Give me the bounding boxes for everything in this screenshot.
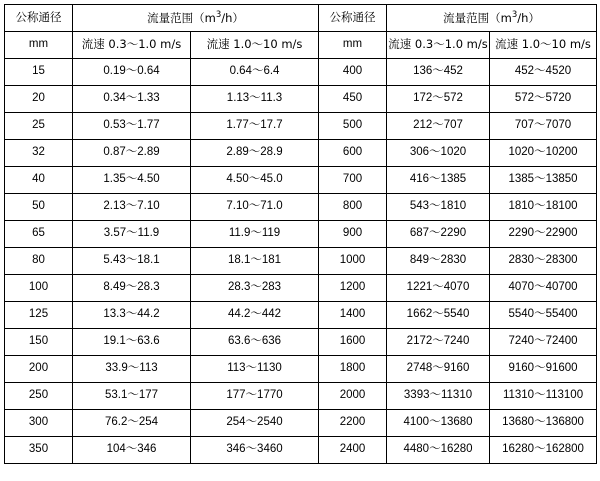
cell-flow-low-left: 13.3～44.2 <box>73 302 191 329</box>
cell-nominal-diameter-left: 350 <box>5 437 73 464</box>
cell-flow-low-left: 1.35～4.50 <box>73 167 191 194</box>
cell-nominal-diameter-left: 200 <box>5 356 73 383</box>
header-speed-high-right: 流速 1.0～10 m/s <box>490 32 597 59</box>
cell-flow-low-right: 306～1020 <box>387 140 490 167</box>
cell-flow-low-left: 76.2～254 <box>73 410 191 437</box>
header-left-flow-range-text: 流量范围（m <box>147 10 216 25</box>
cell-flow-high-left: 18.1～181 <box>191 248 319 275</box>
cell-flow-high-right: 13680～136800 <box>490 410 597 437</box>
cell-flow-high-left: 1.77～17.7 <box>191 113 319 140</box>
header-right-flow-range-text: 流量范围（m <box>443 10 512 25</box>
cell-flow-high-right: 5540～55400 <box>490 302 597 329</box>
cell-flow-low-right: 4480～16280 <box>387 437 490 464</box>
header-speed-high-left: 流速 1.0～10 m/s <box>191 32 319 59</box>
cell-nominal-diameter-left: 40 <box>5 167 73 194</box>
cell-flow-low-right: 687～2290 <box>387 221 490 248</box>
header-right-flow-range-exponent: 3 <box>511 9 518 20</box>
cell-flow-high-left: 44.2～442 <box>191 302 319 329</box>
cell-flow-low-right: 4100～13680 <box>387 410 490 437</box>
cell-flow-high-right: 16280～162800 <box>490 437 597 464</box>
table-row <box>5 86 597 113</box>
cell-flow-high-left: 11.9～119 <box>191 221 319 248</box>
cell-flow-high-left: 113～1130 <box>191 356 319 383</box>
cell-nominal-diameter-right: 500 <box>319 113 387 140</box>
cell-flow-low-left: 2.13～7.10 <box>73 194 191 221</box>
cell-flow-high-left: 1.13～11.3 <box>191 86 319 113</box>
flow-range-table <box>4 4 597 464</box>
cell-nominal-diameter-right: 800 <box>319 194 387 221</box>
header-right-flow-range-tail: /h） <box>517 10 540 25</box>
table-row <box>5 302 597 329</box>
cell-flow-high-left: 7.10～71.0 <box>191 194 319 221</box>
cell-flow-high-left: 346～3460 <box>191 437 319 464</box>
cell-flow-low-left: 33.9～113 <box>73 356 191 383</box>
cell-nominal-diameter-right: 1200 <box>319 275 387 302</box>
cell-flow-high-right: 7240～72400 <box>490 329 597 356</box>
cell-flow-low-right: 849～2830 <box>387 248 490 275</box>
cell-nominal-diameter-left: 65 <box>5 221 73 248</box>
header-right-flow-range <box>387 5 597 32</box>
cell-nominal-diameter-left: 15 <box>5 59 73 86</box>
cell-nominal-diameter-right: 450 <box>319 86 387 113</box>
cell-flow-high-right: 707～7070 <box>490 113 597 140</box>
cell-nominal-diameter-right: 1600 <box>319 329 387 356</box>
cell-flow-high-left: 28.3～283 <box>191 275 319 302</box>
cell-flow-high-left: 254～2540 <box>191 410 319 437</box>
cell-flow-high-right: 2290～22900 <box>490 221 597 248</box>
table-row <box>5 221 597 248</box>
cell-flow-high-right: 1020～10200 <box>490 140 597 167</box>
cell-flow-low-right: 212～707 <box>387 113 490 140</box>
cell-flow-high-left: 0.64～6.4 <box>191 59 319 86</box>
cell-flow-low-right: 1221～4070 <box>387 275 490 302</box>
cell-nominal-diameter-left: 80 <box>5 248 73 275</box>
cell-flow-high-right: 4070～40700 <box>490 275 597 302</box>
cell-flow-low-left: 8.49～28.3 <box>73 275 191 302</box>
cell-flow-low-left: 3.57～11.9 <box>73 221 191 248</box>
header-left-flow-range-tail: /h） <box>221 10 244 25</box>
cell-flow-high-left: 2.89～28.9 <box>191 140 319 167</box>
header-unit-right: mm <box>319 32 387 59</box>
cell-flow-low-right: 543～1810 <box>387 194 490 221</box>
cell-nominal-diameter-left: 300 <box>5 410 73 437</box>
cell-flow-low-left: 19.1～63.6 <box>73 329 191 356</box>
table-row <box>5 356 597 383</box>
table-row <box>5 437 597 464</box>
table-header-main-row <box>5 5 597 32</box>
table-row <box>5 248 597 275</box>
cell-flow-high-left: 63.6～636 <box>191 329 319 356</box>
cell-flow-low-left: 5.43～18.1 <box>73 248 191 275</box>
cell-flow-high-left: 4.50～45.0 <box>191 167 319 194</box>
table-row <box>5 329 597 356</box>
header-left-flow-range-exponent: 3 <box>215 9 222 20</box>
cell-flow-low-left: 0.53～1.77 <box>73 113 191 140</box>
cell-nominal-diameter-right: 2400 <box>319 437 387 464</box>
cell-nominal-diameter-right: 700 <box>319 167 387 194</box>
cell-flow-low-left: 0.34～1.33 <box>73 86 191 113</box>
header-speed-low-right: 流速 0.3～1.0 m/s <box>387 32 490 59</box>
table-row <box>5 59 597 86</box>
header-right-nominal-diameter: 公称通径 <box>319 5 387 32</box>
cell-flow-low-right: 2172～7240 <box>387 329 490 356</box>
table-row <box>5 167 597 194</box>
cell-nominal-diameter-right: 1000 <box>319 248 387 275</box>
cell-flow-low-right: 136～452 <box>387 59 490 86</box>
cell-flow-high-right: 1810～18100 <box>490 194 597 221</box>
cell-flow-high-right: 572～5720 <box>490 86 597 113</box>
cell-nominal-diameter-right: 400 <box>319 59 387 86</box>
cell-flow-low-right: 3393～11310 <box>387 383 490 410</box>
cell-nominal-diameter-right: 1400 <box>319 302 387 329</box>
header-speed-low-left: 流速 0.3～1.0 m/s <box>73 32 191 59</box>
cell-flow-high-right: 452～4520 <box>490 59 597 86</box>
cell-flow-high-right: 2830～28300 <box>490 248 597 275</box>
table-row <box>5 275 597 302</box>
cell-nominal-diameter-left: 125 <box>5 302 73 329</box>
cell-nominal-diameter-right: 2200 <box>319 410 387 437</box>
cell-nominal-diameter-left: 250 <box>5 383 73 410</box>
cell-flow-high-left: 177～1770 <box>191 383 319 410</box>
cell-flow-low-left: 0.19～0.64 <box>73 59 191 86</box>
table-row <box>5 140 597 167</box>
cell-nominal-diameter-right: 2000 <box>319 383 387 410</box>
table-row <box>5 410 597 437</box>
cell-nominal-diameter-right: 1800 <box>319 356 387 383</box>
table-row <box>5 383 597 410</box>
header-left-flow-range <box>73 5 319 32</box>
table-row <box>5 113 597 140</box>
cell-nominal-diameter-left: 150 <box>5 329 73 356</box>
table-header-sub-row <box>5 32 597 59</box>
cell-nominal-diameter-left: 100 <box>5 275 73 302</box>
table-row <box>5 194 597 221</box>
cell-flow-high-right: 9160～91600 <box>490 356 597 383</box>
cell-flow-low-right: 172～572 <box>387 86 490 113</box>
cell-flow-low-right: 1662～5540 <box>387 302 490 329</box>
cell-flow-high-right: 1385～13850 <box>490 167 597 194</box>
cell-flow-low-right: 416～1385 <box>387 167 490 194</box>
cell-nominal-diameter-left: 50 <box>5 194 73 221</box>
cell-flow-low-left: 0.87～2.89 <box>73 140 191 167</box>
cell-flow-low-left: 104～346 <box>73 437 191 464</box>
cell-flow-high-right: 11310～113100 <box>490 383 597 410</box>
cell-nominal-diameter-right: 600 <box>319 140 387 167</box>
cell-flow-low-right: 2748～9160 <box>387 356 490 383</box>
cell-nominal-diameter-left: 20 <box>5 86 73 113</box>
cell-nominal-diameter-left: 32 <box>5 140 73 167</box>
cell-nominal-diameter-right: 900 <box>319 221 387 248</box>
header-unit-left: mm <box>5 32 73 59</box>
header-left-nominal-diameter: 公称通径 <box>5 5 73 32</box>
cell-flow-low-left: 53.1～177 <box>73 383 191 410</box>
cell-nominal-diameter-left: 25 <box>5 113 73 140</box>
